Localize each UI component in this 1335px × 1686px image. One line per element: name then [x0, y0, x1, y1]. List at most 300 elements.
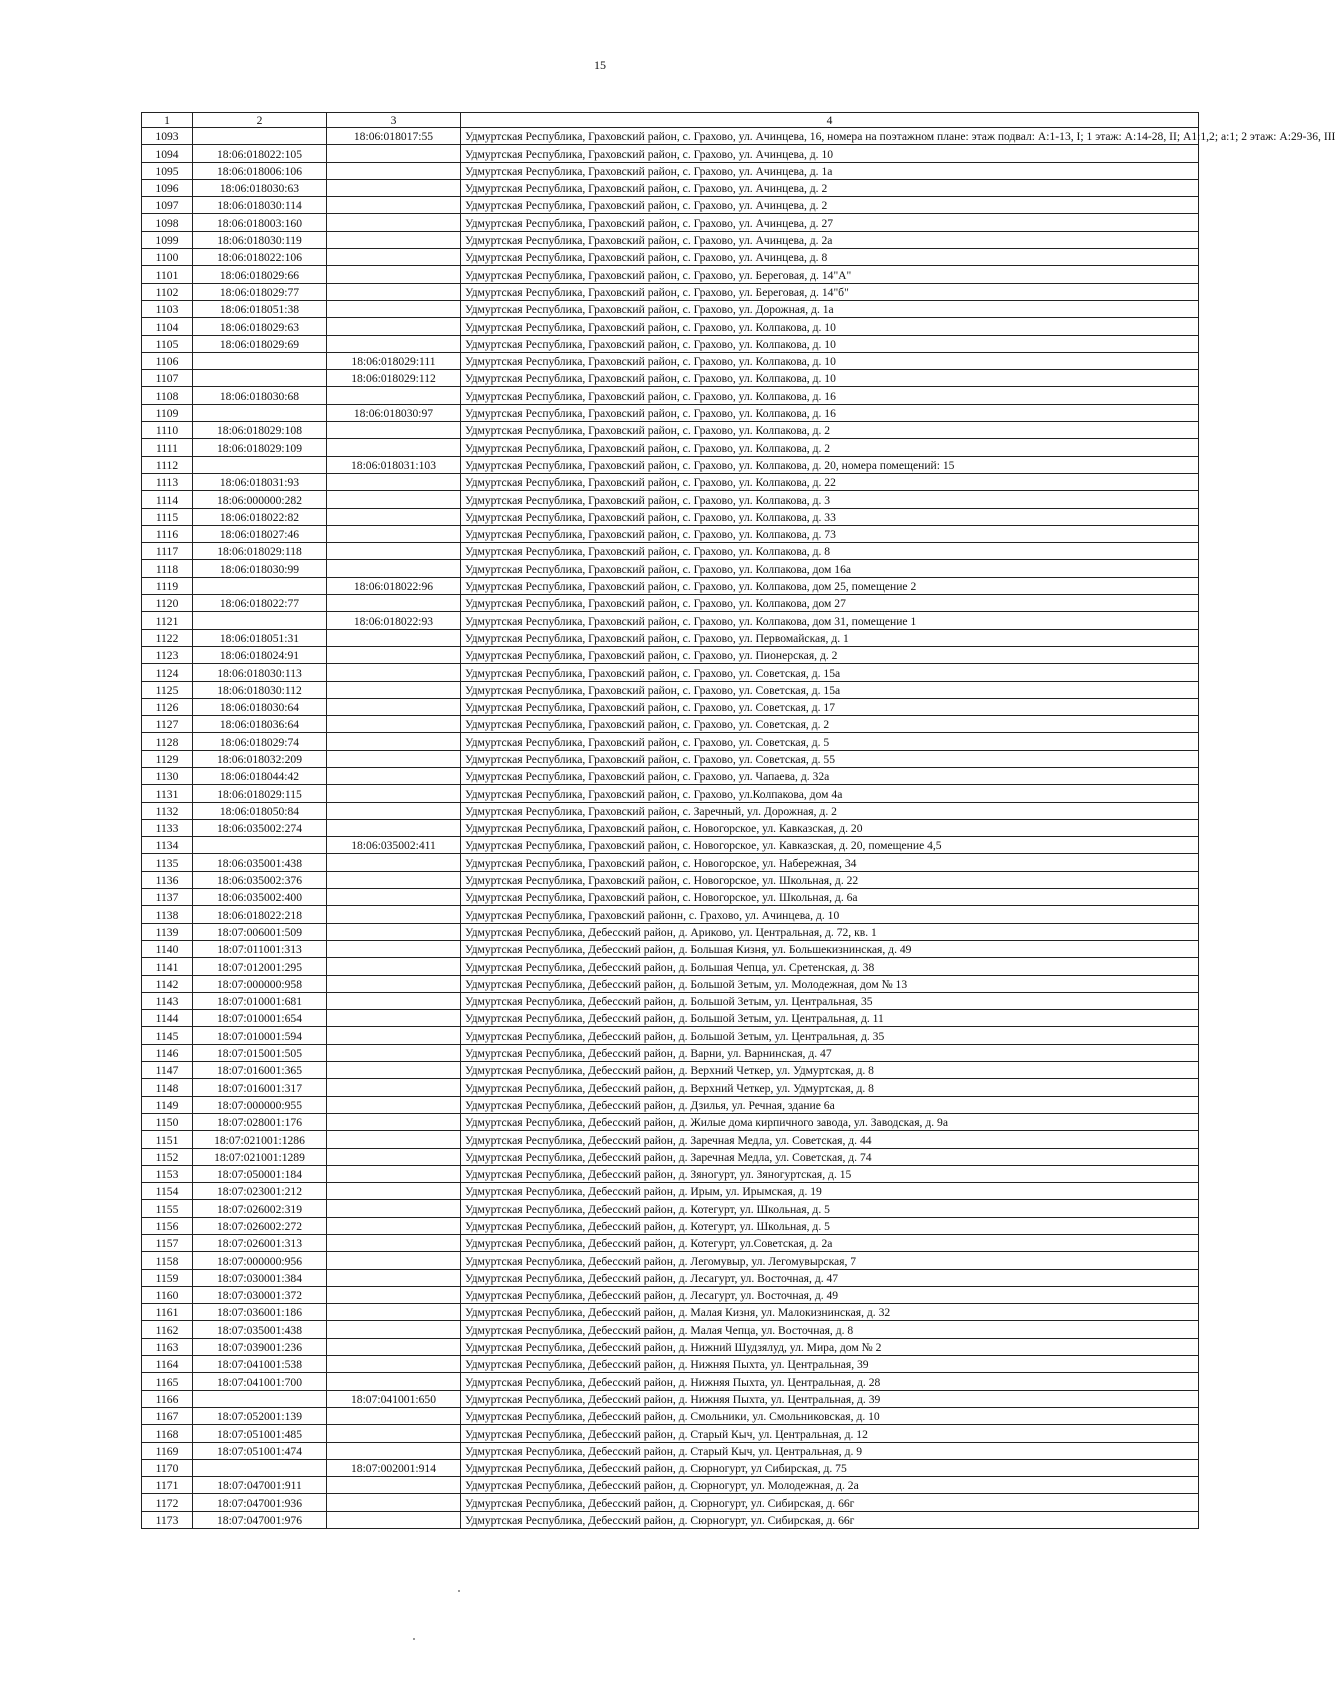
- table-row: [142, 1079, 1199, 1096]
- table-row: [142, 940, 1199, 957]
- cadastral-number: 18:07:039001:236: [193, 1338, 327, 1355]
- row-number: 1135: [142, 854, 193, 871]
- cadastral-number-building: [327, 249, 461, 266]
- cadastral-number: 18:06:035001:438: [193, 854, 327, 871]
- cadastral-number-building: [327, 646, 461, 663]
- row-number: 1106: [142, 352, 193, 369]
- table-row: [142, 1442, 1199, 1459]
- cadastral-number-building: [327, 1148, 461, 1165]
- cadastral-number-building: [327, 1079, 461, 1096]
- table-row: [142, 1477, 1199, 1494]
- cadastral-number: 18:06:018050:84: [193, 802, 327, 819]
- cadastral-number: 18:06:000000:282: [193, 491, 327, 508]
- address: Удмуртская Республика, Граховский район, с. Новогорское, ул. Набережная, 34: [461, 854, 1199, 871]
- cadastral-number-building: [327, 716, 461, 733]
- row-number: 1132: [142, 802, 193, 819]
- address: Удмуртская Республика, Дебесский район, д. Котегурт, ул. Школьная, д. 5: [461, 1217, 1199, 1234]
- row-number: 1096: [142, 179, 193, 196]
- address: Удмуртская Республика, Дебесский район, д. Нижняя Пыхта, ул. Центральная, д. 28: [461, 1373, 1199, 1390]
- table-row: [142, 802, 1199, 819]
- address: Удмуртская Республика, Дебесский район, д. Нижний Шудзялуд, ул. Мира, дом № 2: [461, 1338, 1199, 1355]
- cadastral-number-building: [327, 473, 461, 490]
- table-row: [142, 698, 1199, 715]
- cadastral-number-building: 18:06:018031:103: [327, 456, 461, 473]
- cadastral-number: 18:06:018022:82: [193, 508, 327, 525]
- address: Удмуртская Республика, Граховский район, с. Грахово, ул. Колпакова, д. 16: [461, 404, 1199, 421]
- address: Удмуртская Республика, Дебесский район, д. Лесагурт, ул. Восточная, д. 49: [461, 1286, 1199, 1303]
- row-number: 1166: [142, 1390, 193, 1407]
- cadastral-number: [193, 370, 327, 387]
- table-row: [142, 231, 1199, 248]
- table-row: [142, 404, 1199, 421]
- table-row: [142, 473, 1199, 490]
- cadastral-number: [193, 128, 327, 145]
- cadastral-number-building: [327, 1373, 461, 1390]
- cadastral-number: 18:06:018022:106: [193, 249, 327, 266]
- row-number: 1157: [142, 1235, 193, 1252]
- cadastral-number: 18:07:023001:212: [193, 1183, 327, 1200]
- cadastral-number: 18:07:011001:313: [193, 940, 327, 957]
- cadastral-number: 18:07:006001:509: [193, 923, 327, 940]
- address: Удмуртская Республика, Дебесский район, д. Большой Зетым, ул. Центральная, 35: [461, 992, 1199, 1009]
- table-row: [142, 1165, 1199, 1182]
- address: Удмуртская Республика, Дебесский район, д. Ариково, ул. Центральная, д. 72, кв. 1: [461, 923, 1199, 940]
- table-row: [142, 1390, 1199, 1407]
- cadastral-number-building: [327, 300, 461, 317]
- address: Удмуртская Республика, Граховский район, с. Грахово, ул. Советская, д. 55: [461, 750, 1199, 767]
- row-number: 1100: [142, 249, 193, 266]
- table-row: [142, 491, 1199, 508]
- cadastral-number: 18:06:018003:160: [193, 214, 327, 231]
- address: Удмуртская Республика, Дебесский район, д. Сюрногурт, ул. Сибирская, д. 66г: [461, 1494, 1199, 1511]
- row-number: 1147: [142, 1062, 193, 1079]
- cadastral-number: 18:07:036001:186: [193, 1304, 327, 1321]
- row-number: 1160: [142, 1286, 193, 1303]
- address: Удмуртская Республика, Дебесский район, д. Верхний Четкер, ул. Удмуртская, д. 8: [461, 1079, 1199, 1096]
- address: Удмуртская Республика, Дебесский район, д. Большой Зетым, ул. Центральная, д. 35: [461, 1027, 1199, 1044]
- row-number: 1101: [142, 266, 193, 283]
- cadastral-number-building: [327, 785, 461, 802]
- cadastral-number-building: [327, 854, 461, 871]
- address: Удмуртская Республика, Граховский район, с. Грахово, ул. Колпакова, д. 33: [461, 508, 1199, 525]
- address: Удмуртская Республика, Дебесский район, д. Верхний Четкер, ул. Удмуртская, д. 8: [461, 1062, 1199, 1079]
- cadastral-number-building: [327, 491, 461, 508]
- cadastral-number-building: [327, 1338, 461, 1355]
- row-number: 1171: [142, 1477, 193, 1494]
- table-row: [142, 1235, 1199, 1252]
- cadastral-number-building: [327, 283, 461, 300]
- address: Удмуртская Республика, Граховский район, с. Грахово, ул. Ачинцева, д. 8: [461, 249, 1199, 266]
- row-number: 1167: [142, 1407, 193, 1424]
- row-number: 1097: [142, 197, 193, 214]
- cadastral-number-building: [327, 750, 461, 767]
- row-number: 1144: [142, 1010, 193, 1027]
- row-number: 1122: [142, 629, 193, 646]
- cadastral-number-building: [327, 802, 461, 819]
- cadastral-number: 18:06:035002:274: [193, 819, 327, 836]
- column-header-2: 2: [193, 113, 327, 128]
- address: Удмуртская Республика, Граховский район, с. Грахово, ул. Колпакова, д. 10: [461, 370, 1199, 387]
- cadastral-number: 18:06:018051:31: [193, 629, 327, 646]
- cadastral-number: 18:06:018029:115: [193, 785, 327, 802]
- table-row: [142, 508, 1199, 525]
- row-number: 1095: [142, 162, 193, 179]
- row-number: 1105: [142, 335, 193, 352]
- row-number: 1148: [142, 1079, 193, 1096]
- table-row: [142, 1425, 1199, 1442]
- row-number: 1151: [142, 1131, 193, 1148]
- cadastral-number-building: [327, 525, 461, 542]
- table-row: [142, 906, 1199, 923]
- row-number: 1116: [142, 525, 193, 542]
- table-row: [142, 1183, 1199, 1200]
- cadastral-number: 18:07:030001:372: [193, 1286, 327, 1303]
- cadastral-number-building: [327, 1321, 461, 1338]
- address: Удмуртская Республика, Граховский район, с. Грахово, ул. Первомайская, д. 1: [461, 629, 1199, 646]
- row-number: 1118: [142, 560, 193, 577]
- cadastral-number-building: [327, 1010, 461, 1027]
- address: Удмуртская Республика, Дебесский район, д. Ирым, ул. Ирымская, д. 19: [461, 1183, 1199, 1200]
- cadastral-number-building: [327, 1442, 461, 1459]
- cadastral-number: 18:06:018030:114: [193, 197, 327, 214]
- row-number: 1149: [142, 1096, 193, 1113]
- table-row: [142, 767, 1199, 784]
- row-number: 1155: [142, 1200, 193, 1217]
- address: Удмуртская Республика, Граховский район, с. Грахово, ул. Колпакова, д. 10: [461, 318, 1199, 335]
- table-row: [142, 543, 1199, 560]
- table-row: [142, 681, 1199, 698]
- row-number: 1173: [142, 1511, 193, 1528]
- cadastral-number-building: [327, 1217, 461, 1234]
- cadastral-number-building: [327, 1269, 461, 1286]
- row-number: 1107: [142, 370, 193, 387]
- address: Удмуртская Республика, Граховский район, с. Новогорское, ул. Кавказская, д. 20: [461, 819, 1199, 836]
- cadastral-number: 18:06:018032:209: [193, 750, 327, 767]
- cadastral-number: 18:07:041001:700: [193, 1373, 327, 1390]
- cadastral-number-building: 18:06:018017:55: [327, 128, 461, 145]
- table-row: [142, 975, 1199, 992]
- cadastral-number: 18:06:018030:63: [193, 179, 327, 196]
- cadastral-number: 18:07:050001:184: [193, 1165, 327, 1182]
- table-row: [142, 1356, 1199, 1373]
- cadastral-number-building: [327, 1113, 461, 1130]
- address: Удмуртская Республика, Граховский район, с. Грахово, ул. Колпакова, дом 31, помещение 1: [461, 612, 1199, 629]
- cadastral-number-building: [327, 664, 461, 681]
- cadastral-number: 18:07:026001:313: [193, 1235, 327, 1252]
- cadastral-number: 18:07:021001:1286: [193, 1131, 327, 1148]
- cadastral-number-building: [327, 318, 461, 335]
- cadastral-number-building: [327, 595, 461, 612]
- table-row: [142, 1373, 1199, 1390]
- table-row: [142, 819, 1199, 836]
- table-row: [142, 456, 1199, 473]
- table-row: [142, 179, 1199, 196]
- row-number: 1121: [142, 612, 193, 629]
- cadastral-number: 18:06:018029:108: [193, 422, 327, 439]
- row-number: 1094: [142, 145, 193, 162]
- cadastral-number-building: [327, 819, 461, 836]
- row-number: 1117: [142, 543, 193, 560]
- row-number: 1170: [142, 1459, 193, 1476]
- cadastral-number-building: [327, 145, 461, 162]
- row-number: 1168: [142, 1425, 193, 1442]
- table-row: [142, 837, 1199, 854]
- cadastral-number: [193, 404, 327, 421]
- address: Удмуртская Республика, Граховский район, с. Грахово, ул.Колпакова, дом 4а: [461, 785, 1199, 802]
- row-number: 1131: [142, 785, 193, 802]
- cadastral-number-building: [327, 1044, 461, 1061]
- address: Удмуртская Республика, Дебесский район, д. Большой Зетым, ул. Центральная, д. 11: [461, 1010, 1199, 1027]
- address: Удмуртская Республика, Граховский район, с. Грахово, ул. Колпакова, дом 25, помещение 2: [461, 577, 1199, 594]
- address: Удмуртская Республика, Дебесский район, д. Большая Кизня, ул. Большекизнинская, д. 49: [461, 940, 1199, 957]
- address: Удмуртская Республика, Граховский район, с. Грахово, ул. Ачинцева, д. 2: [461, 179, 1199, 196]
- cadastral-number: 18:07:015001:505: [193, 1044, 327, 1061]
- cadastral-number: 18:06:018029:69: [193, 335, 327, 352]
- table-body: [142, 128, 1335, 1529]
- table-row: [142, 214, 1199, 231]
- address: Удмуртская Республика, Граховский район, с. Грахово, ул. Колпакова, д. 10: [461, 352, 1199, 369]
- cadastral-number: 18:06:018030:99: [193, 560, 327, 577]
- cadastral-number-building: [327, 923, 461, 940]
- row-number: 1120: [142, 595, 193, 612]
- address: Удмуртская Республика, Дебесский район, д. Лесагурт, ул. Восточная, д. 47: [461, 1269, 1199, 1286]
- address: Удмуртская Республика, Дебесский район, д. Старый Кыч, ул. Центральная, д. 9: [461, 1442, 1199, 1459]
- cadastral-number: [193, 456, 327, 473]
- table-row: [142, 1511, 1199, 1528]
- row-number: 1159: [142, 1269, 193, 1286]
- cadastral-number-building: [327, 871, 461, 888]
- row-number: 1109: [142, 404, 193, 421]
- cadastral-number-building: 18:07:002001:914: [327, 1459, 461, 1476]
- cadastral-number: 18:06:018029:77: [193, 283, 327, 300]
- address: Удмуртская Республика, Дебесский район, д. Котегурт, ул. Школьная, д. 5: [461, 1200, 1199, 1217]
- table-row: [142, 249, 1199, 266]
- row-number: 1156: [142, 1217, 193, 1234]
- row-number: 1152: [142, 1148, 193, 1165]
- row-number: 1111: [142, 439, 193, 456]
- address: Удмуртская Республика, Дебесский район, д. Малая Чепца, ул. Восточная, д. 8: [461, 1321, 1199, 1338]
- cadastral-number-building: [327, 439, 461, 456]
- cadastral-number-building: [327, 958, 461, 975]
- cadastral-number: 18:07:030001:384: [193, 1269, 327, 1286]
- table-row: [142, 716, 1199, 733]
- address: Удмуртская Республика, Граховский район, с. Грахово, ул. Пионерская, д. 2: [461, 646, 1199, 663]
- table-row: [142, 1459, 1199, 1476]
- cadastral-number: 18:06:018024:91: [193, 646, 327, 663]
- cadastral-number: [193, 352, 327, 369]
- cadastral-number: 18:07:021001:1289: [193, 1148, 327, 1165]
- table-row: [142, 1062, 1199, 1079]
- cadastral-number: 18:06:018029:66: [193, 266, 327, 283]
- address: Удмуртская Республика, Граховский район, с. Грахово, ул. Колпакова, д. 22: [461, 473, 1199, 490]
- cadastral-number-building: [327, 681, 461, 698]
- row-number: 1136: [142, 871, 193, 888]
- row-number: 1146: [142, 1044, 193, 1061]
- cadastral-number: 18:06:018022:218: [193, 906, 327, 923]
- row-number: 1113: [142, 473, 193, 490]
- address: Удмуртская Республика, Дебесский район, д. Легомувыр, ул. Легомувырская, 7: [461, 1252, 1199, 1269]
- table-row: [142, 335, 1199, 352]
- table-row: [142, 1113, 1199, 1130]
- row-number: 1128: [142, 733, 193, 750]
- cadastral-number-building: 18:06:035002:411: [327, 837, 461, 854]
- cadastral-number-building: [327, 1511, 461, 1528]
- table-row: [142, 958, 1199, 975]
- address: Удмуртская Республика, Дебесский район, д. Заречная Медла, ул. Советская, д. 74: [461, 1148, 1199, 1165]
- address: Удмуртская Республика, Дебесский район, д. Нижняя Пыхта, ул. Центральная, д. 39: [461, 1390, 1199, 1407]
- table-row: [142, 387, 1199, 404]
- row-number: 1169: [142, 1442, 193, 1459]
- row-number: 1137: [142, 889, 193, 906]
- row-number: 1141: [142, 958, 193, 975]
- address: Удмуртская Республика, Граховский район, с. Грахово, ул. Ачинцева, д. 2: [461, 197, 1199, 214]
- cadastral-number-building: [327, 179, 461, 196]
- cadastral-number-building: [327, 266, 461, 283]
- cadastral-number-building: [327, 422, 461, 439]
- table-row: [142, 1338, 1199, 1355]
- address: Удмуртская Республика, Граховский район, с. Грахово, ул. Советская, д. 5: [461, 733, 1199, 750]
- row-number: 1133: [142, 819, 193, 836]
- cadastral-number: 18:07:000000:958: [193, 975, 327, 992]
- cadastral-number-building: 18:06:018029:112: [327, 370, 461, 387]
- cadastral-number: [193, 612, 327, 629]
- cadastral-number: 18:07:052001:139: [193, 1407, 327, 1424]
- cadastral-number: 18:06:018044:42: [193, 767, 327, 784]
- cadastral-number-building: [327, 543, 461, 560]
- address: Удмуртская Республика, Граховский район, с. Грахово, ул. Ачинцева, д. 10: [461, 145, 1199, 162]
- cadastral-number: 18:07:026002:319: [193, 1200, 327, 1217]
- cadastral-number: [193, 1390, 327, 1407]
- cadastral-number: 18:06:018030:119: [193, 231, 327, 248]
- cadastral-number-building: [327, 162, 461, 179]
- row-number: 1098: [142, 214, 193, 231]
- row-number: 1129: [142, 750, 193, 767]
- cadastral-number: 18:06:018022:105: [193, 145, 327, 162]
- table-row: [142, 1148, 1199, 1165]
- address: Удмуртская Республика, Граховский район, с. Грахово, ул. Колпакова, д. 8: [461, 543, 1199, 560]
- table-row: [142, 992, 1199, 1009]
- row-number: 1154: [142, 1183, 193, 1200]
- cadastral-number: 18:07:041001:538: [193, 1356, 327, 1373]
- cadastral-number: 18:07:051001:485: [193, 1425, 327, 1442]
- address: Удмуртская Республика, Граховский район, с. Грахово, ул. Чапаева, д. 32а: [461, 767, 1199, 784]
- address: Удмуртская Республика, Дебесский район, д. Большой Зетым, ул. Молодежная, дом № 13: [461, 975, 1199, 992]
- address: Удмуртская Республика, Граховский район, с. Грахово, ул. Колпакова, д. 20, номера помещений: 15: [461, 456, 1199, 473]
- address: Удмуртская Республика, Дебесский район, д. Нижняя Пыхта, ул. Центральная, 39: [461, 1356, 1199, 1373]
- row-number: 1172: [142, 1494, 193, 1511]
- address: Удмуртская Республика, Граховский район, с. Грахово, ул. Ачинцева, д. 2а: [461, 231, 1199, 248]
- cadastral-number: 18:07:035001:438: [193, 1321, 327, 1338]
- cadastral-number-building: [327, 992, 461, 1009]
- table-row: [142, 525, 1199, 542]
- address: Удмуртская Республика, Дебесский район, д. Котегурт, ул.Советская, д. 2а: [461, 1235, 1199, 1252]
- row-number: 1163: [142, 1338, 193, 1355]
- address: Удмуртская Республика, Дебесский район, д. Смольники, ул. Смольниковская, д. 10: [461, 1407, 1199, 1424]
- row-number: 1161: [142, 1304, 193, 1321]
- cadastral-number: 18:06:035002:376: [193, 871, 327, 888]
- address: Удмуртская Республика, Дебесский район, д. Большая Чепца, ул. Сретенская, д. 38: [461, 958, 1199, 975]
- cadastral-number: 18:06:035002:400: [193, 889, 327, 906]
- cadastral-number: 18:06:018030:113: [193, 664, 327, 681]
- address: Удмуртская Республика, Граховский район, с. Новогорское, ул. Школьная, д. 22: [461, 871, 1199, 888]
- table-row: [142, 422, 1199, 439]
- cadastral-number: 18:06:018029:63: [193, 318, 327, 335]
- cadastral-number: 18:06:018030:112: [193, 681, 327, 698]
- cadastral-number-building: [327, 1477, 461, 1494]
- cadastral-number-building: 18:07:041001:650: [327, 1390, 461, 1407]
- table-row: [142, 750, 1199, 767]
- cadastral-number: 18:07:026002:272: [193, 1217, 327, 1234]
- table-row: [142, 300, 1199, 317]
- row-number: 1110: [142, 422, 193, 439]
- cadastral-number-building: [327, 698, 461, 715]
- address: Удмуртская Республика, Дебесский район, д. Сюрногурт, ул. Сибирская, д. 66г: [461, 1511, 1199, 1528]
- scan-dot: [458, 1590, 460, 1592]
- table-row: [142, 1096, 1199, 1113]
- cadastral-number-building: [327, 387, 461, 404]
- cadastral-number-building: [327, 1407, 461, 1424]
- cadastral-number-building: [327, 1304, 461, 1321]
- table-header-row: [142, 113, 1199, 128]
- address: Удмуртская Республика, Граховский район, с. Грахово, ул. Колпакова, д. 10: [461, 335, 1199, 352]
- row-number: 1145: [142, 1027, 193, 1044]
- table-row: [142, 266, 1199, 283]
- cadastral-number: 18:07:000000:956: [193, 1252, 327, 1269]
- scan-dot: [413, 1638, 415, 1640]
- table-row: [142, 889, 1199, 906]
- table-row: [142, 577, 1199, 594]
- cadastral-number-building: [327, 1131, 461, 1148]
- row-number: 1112: [142, 456, 193, 473]
- address: Удмуртская Республика, Граховский район, с. Грахово, ул. Колпакова, дом 16а: [461, 560, 1199, 577]
- table-row: [142, 197, 1199, 214]
- cadastral-number: [193, 577, 327, 594]
- cadastral-number-building: [327, 1252, 461, 1269]
- table-row: [142, 1131, 1199, 1148]
- cadastral-number: 18:06:018029:109: [193, 439, 327, 456]
- table-row: [142, 1252, 1199, 1269]
- table-row: [142, 612, 1199, 629]
- table-row: [142, 1200, 1199, 1217]
- address: Удмуртская Республика, Дебесский район, д. Жилые дома кирпичного завода, ул. Заводская, д. 9а: [461, 1113, 1199, 1130]
- cadastral-number-building: 18:06:018030:97: [327, 404, 461, 421]
- table-row: [142, 318, 1199, 335]
- row-number: 1140: [142, 940, 193, 957]
- table-row: [142, 595, 1199, 612]
- cadastral-number: 18:06:018031:93: [193, 473, 327, 490]
- address: Удмуртская Республика, Граховский район, с. Грахово, ул. Советская, д. 15а: [461, 681, 1199, 698]
- row-number: 1164: [142, 1356, 193, 1373]
- cadastral-number: 18:07:000000:955: [193, 1096, 327, 1113]
- cadastral-number-building: [327, 231, 461, 248]
- row-number: 1162: [142, 1321, 193, 1338]
- cadastral-number: 18:07:028001:176: [193, 1113, 327, 1130]
- row-number: 1125: [142, 681, 193, 698]
- address: Удмуртская Республика, Дебесский район, д. Варни, ул. Варнинская, д. 47: [461, 1044, 1199, 1061]
- address: Удмуртская Республика, Граховский район, с. Грахово, ул. Колпакова, д. 2: [461, 439, 1199, 456]
- cadastral-number: 18:06:018029:74: [193, 733, 327, 750]
- row-number: 1104: [142, 318, 193, 335]
- address: Удмуртская Республика, Граховский район, с. Грахово, ул. Ачинцева, 16, номера на поэтажном плане: этаж подвал: А:1-13, I; 1 этаж: А:14-28, II; А1:1,2; а:1; 2 этаж: А:29-36, III: [461, 128, 1199, 145]
- cadastral-number-building: [327, 767, 461, 784]
- address: Удмуртская Республика, Дебесский район, д. Старый Кыч, ул. Центральная, д. 12: [461, 1425, 1199, 1442]
- row-number: 1143: [142, 992, 193, 1009]
- cadastral-number-building: [327, 1165, 461, 1182]
- address: Удмуртская Республика, Граховский район, с. Грахово, ул. Ачинцева, д. 1а: [461, 162, 1199, 179]
- row-number: 1142: [142, 975, 193, 992]
- table-row: [142, 1010, 1199, 1027]
- cadastral-number: 18:06:018006:106: [193, 162, 327, 179]
